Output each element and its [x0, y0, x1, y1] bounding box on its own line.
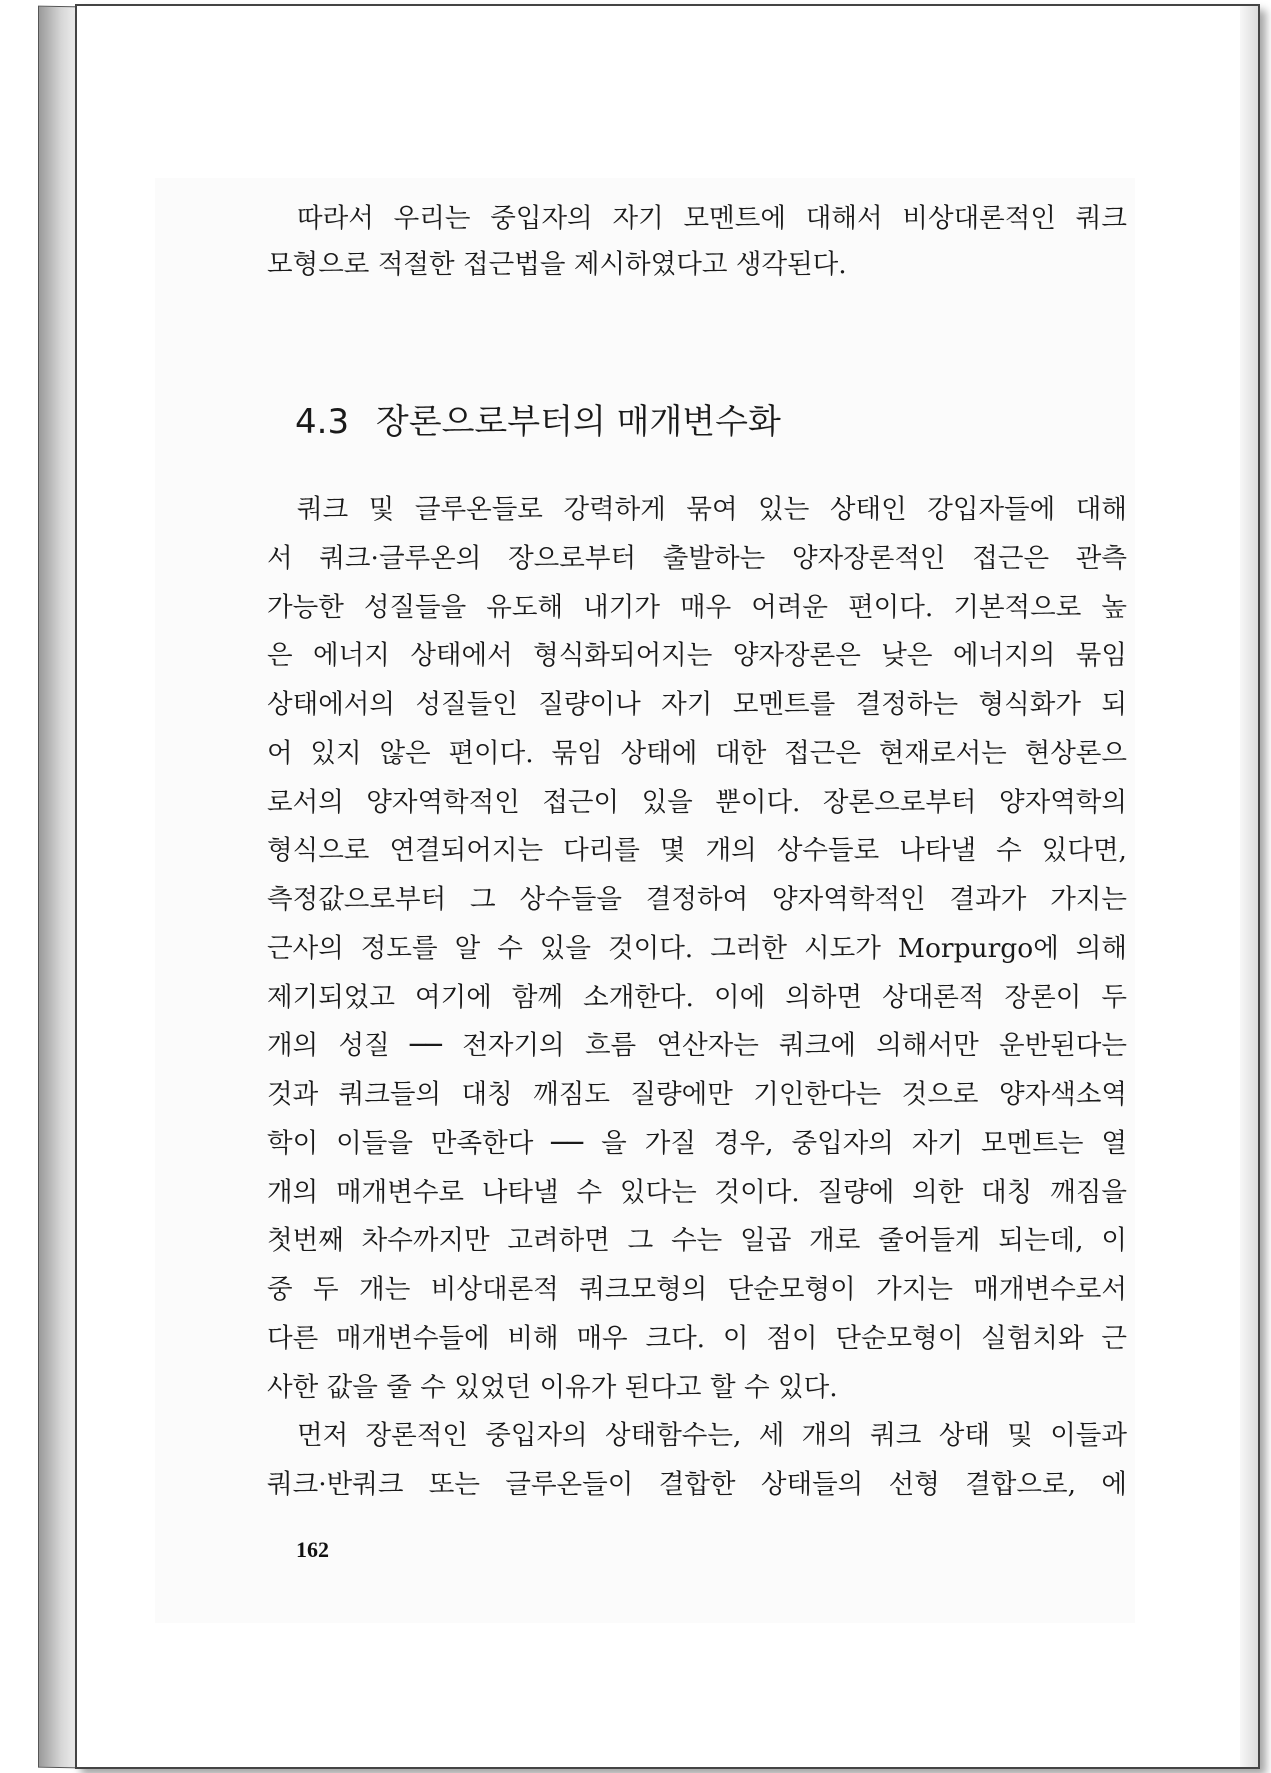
section-number: 4.3: [295, 402, 350, 442]
text-line: 가능한 성질들을 유도해 내기가 매우 어려운 편이다. 기본적으로 높: [267, 591, 1127, 623]
body-text: [267, 486, 1127, 1510]
section-heading: [295, 394, 781, 443]
page-edge: [1240, 6, 1258, 1767]
text-line: 어 있지 않은 편이다. 묶임 상태에 대한 접근은 현재로서는 현상론으: [267, 737, 1127, 769]
text-line: 서 쿼크·글루온의 장으로부터 출발하는 양자장론적인 접근은 관측: [267, 542, 1127, 574]
intro-paragraph: [267, 196, 1127, 288]
page-number: 162: [296, 1537, 329, 1562]
text-line: 개의 성질 ── 전자기의 흐름 연산자는 쿼크에 의해서만 운반된다는: [267, 1030, 1127, 1062]
text-line: 개의 매개변수로 나타낼 수 있다는 것이다. 질량에 의한 대칭 깨짐을: [267, 1176, 1127, 1208]
text-line: 중 두 개는 비상대론적 쿼크모형의 단순모형이 가지는 매개변수로서: [267, 1274, 1127, 1305]
text-line: 근사의 정도를 알 수 있을 것이다. 그러한 시도가 Morpurgo에 의해: [267, 932, 1127, 964]
text-line: 쿼크 및 글루온들로 강력하게 묶여 있는 상태인 강입자들에 대해: [297, 494, 1127, 525]
text-line: 따라서 우리는 중입자의 자기 모멘트에 대해서 비상대론적인 쿼크: [297, 203, 1127, 234]
book-spine: [38, 6, 80, 1769]
text-line: 은 에너지 상태에서 형식화되어지는 양자장론은 낮은 에너지의 묶임: [267, 640, 1127, 672]
text-line: 먼저 장론적인 중입자의 상태함수는, 세 개의 쿼크 상태 및 이들과: [297, 1420, 1127, 1452]
text-line: 형식으로 연결되어지는 다리를 몇 개의 상수들로 나타낼 수 있다면,: [267, 835, 1127, 867]
text-line: 로서의 양자역학적인 접근이 있을 뿐이다. 장론으로부터 양자역학의: [267, 786, 1127, 818]
text-line: 학이 이들을 만족한다 ── 을 가질 경우, 중입자의 자기 모멘트는 열: [267, 1127, 1127, 1159]
text-line: 다른 매개변수들에 비해 매우 크다. 이 점이 단순모형이 실험치와 근: [267, 1322, 1127, 1354]
text-line: 것과 쿼크들의 대칭 깨짐도 질량에만 기인한다는 것으로 양자색소역: [267, 1079, 1127, 1110]
text-line: 제기되었고 여기에 함께 소개한다. 이에 의하면 상대론적 장론이 두: [267, 981, 1127, 1013]
text-line: 쿼크·반쿼크 또는 글루온들이 결합한 상태들의 선형 결합으로, 에: [267, 1469, 1127, 1500]
text-line: 측정값으로부터 그 상수들을 결정하여 양자역학적인 결과가 가지는: [267, 884, 1127, 915]
text-line: 모형으로 적절한 접근법을 제시하였다고 생각된다.: [267, 249, 847, 280]
text-line: 첫번째 차수까지만 고려하면 그 수는 일곱 개로 줄어들게 되는데, 이: [267, 1225, 1127, 1257]
text-line: 사한 값을 줄 수 있었던 이유가 된다고 할 수 있다.: [267, 1371, 838, 1403]
section-title: 장론으로부터의 매개변수화: [375, 402, 781, 442]
text-line: 상태에서의 성질들인 질량이나 자기 모멘트를 결정하는 형식화가 되: [267, 689, 1127, 720]
